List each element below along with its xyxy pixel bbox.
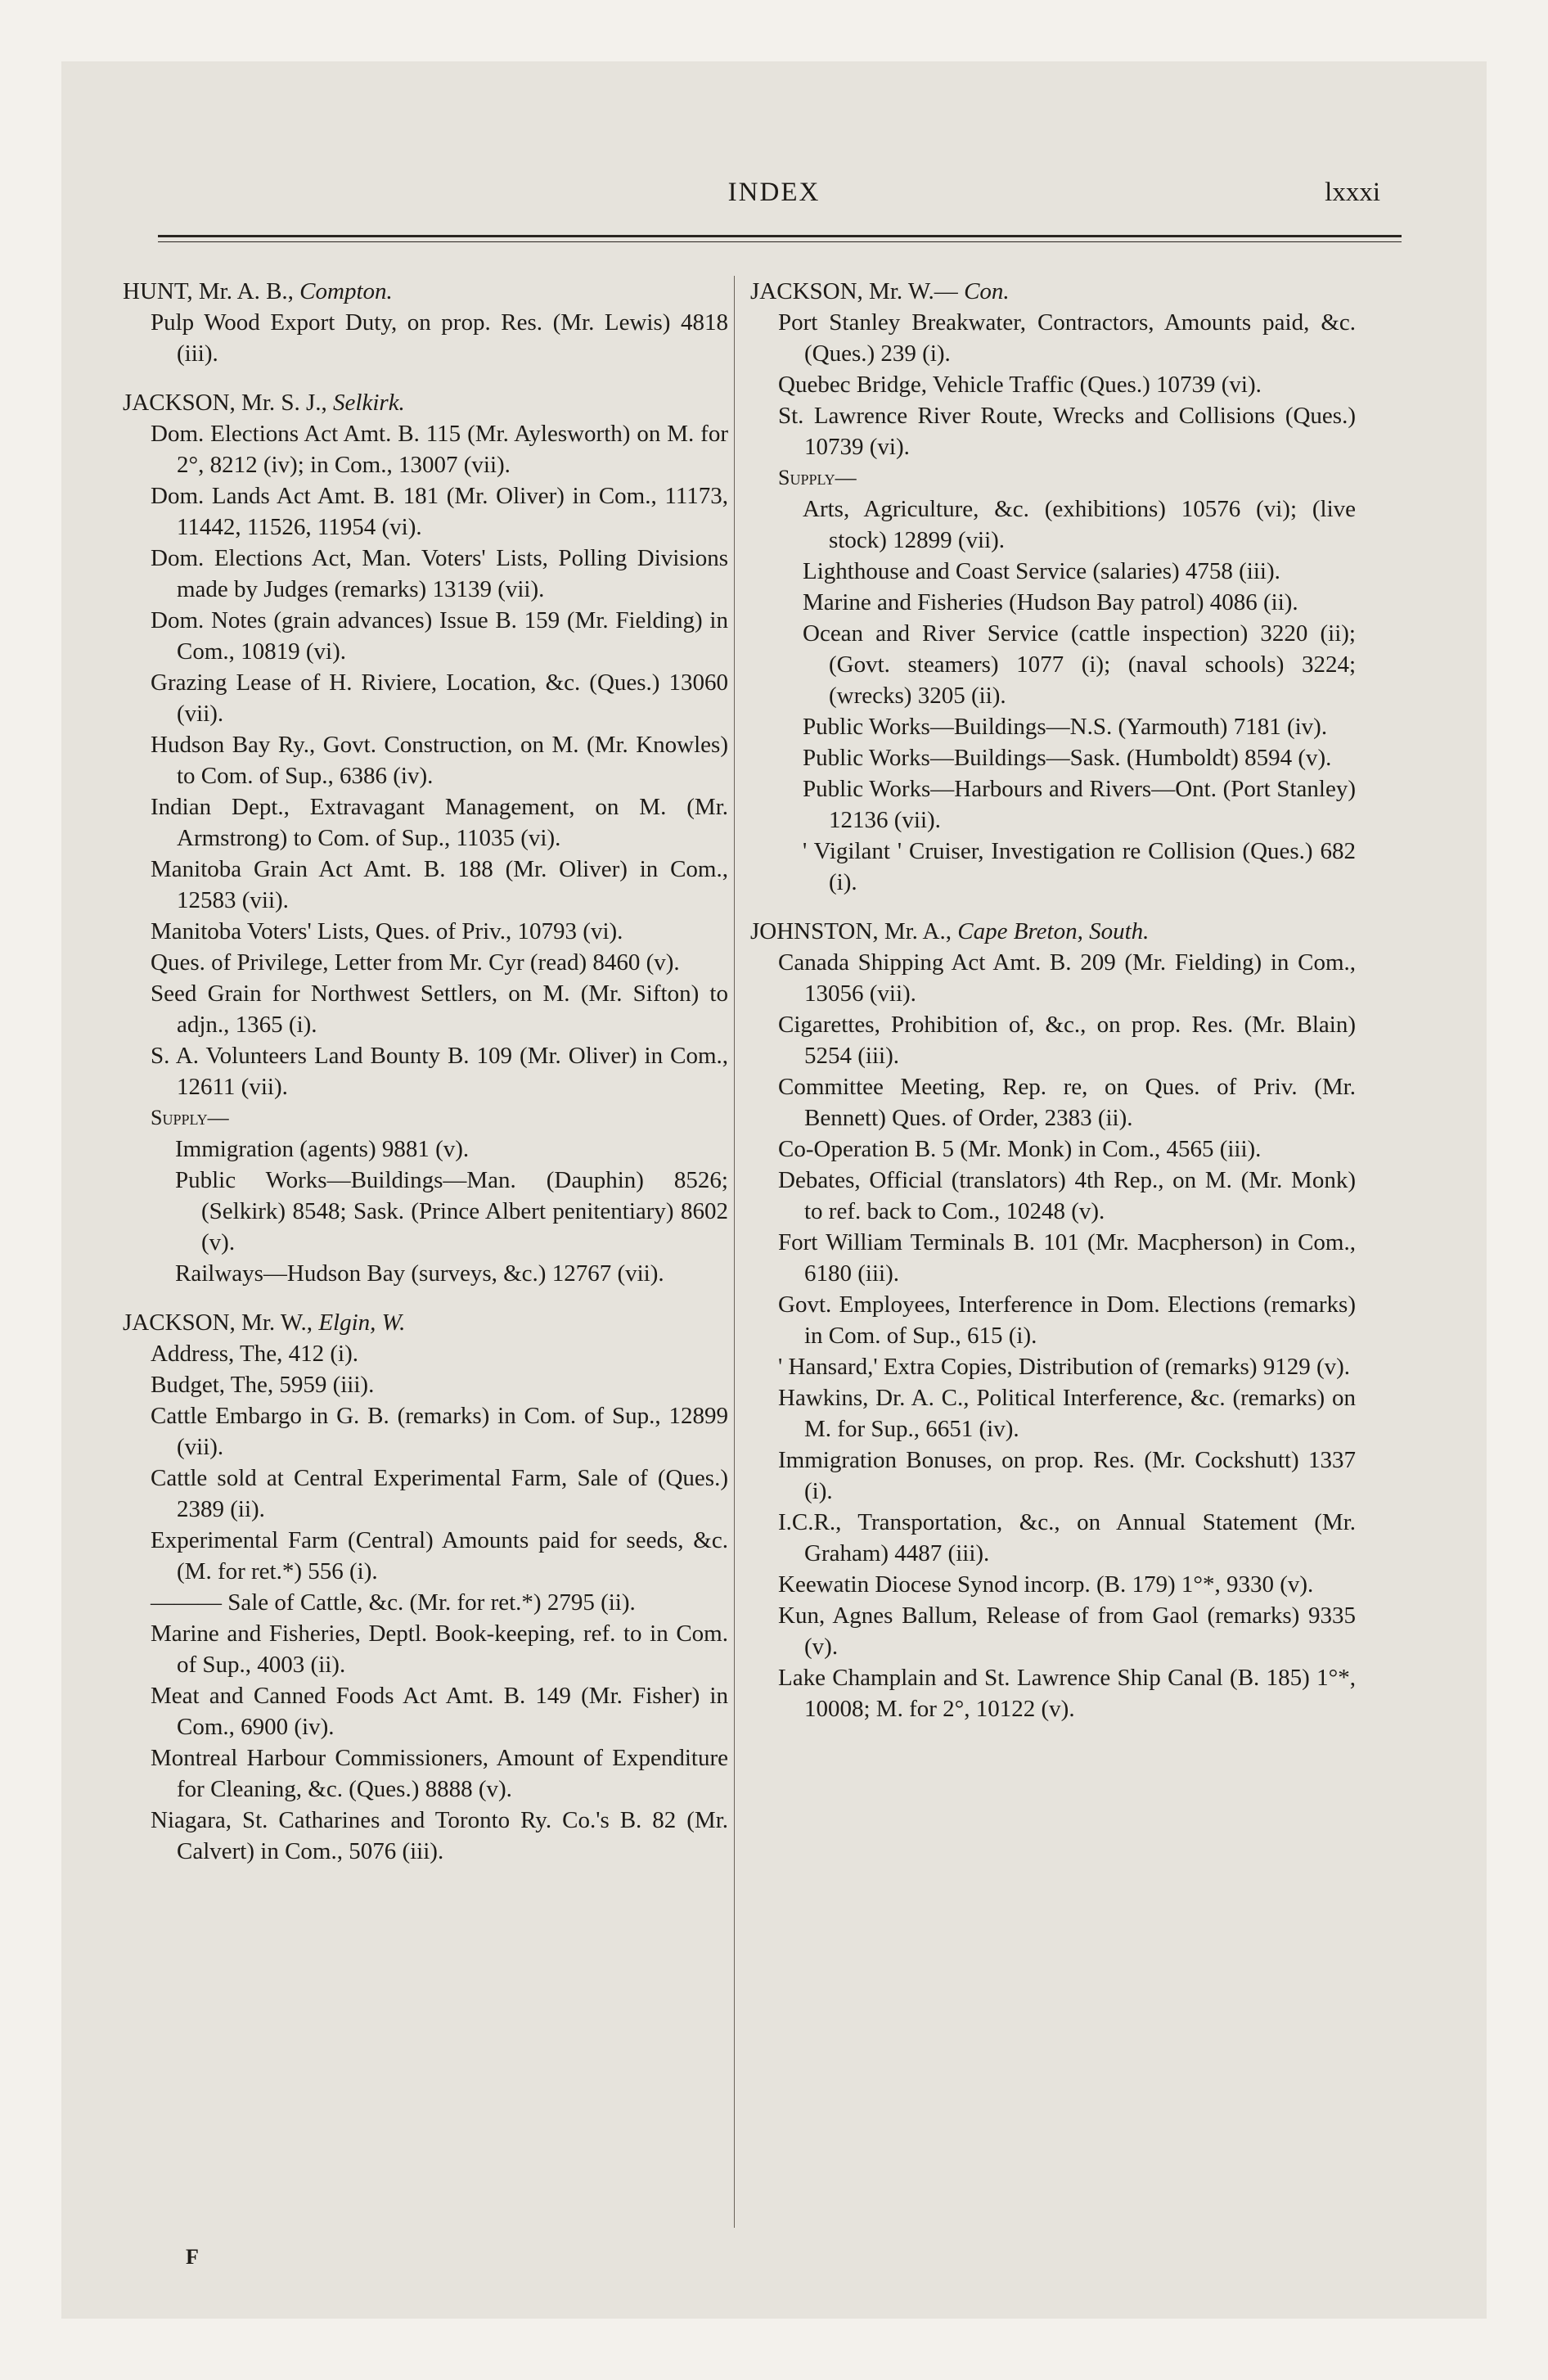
header-rule-thin bbox=[158, 241, 1402, 242]
index-subentry: Montreal Harbour Commissioners, Amount of Expenditure for Cleaning, &c. (Ques.) 8888 (v). bbox=[151, 1745, 728, 1802]
constituency: Cape Breton, South. bbox=[957, 918, 1150, 944]
index-subentry: Grazing Lease of H. Riviere, Location, &c. (Ques.) 13060 (vii). bbox=[151, 669, 728, 727]
constituency: Con. bbox=[964, 278, 1010, 304]
index-entry bbox=[750, 916, 1356, 1724]
index-subentry: Dom. Elections Act, Man. Voters' Lists, Polling Divisions made by Judges (remarks) 13139 (vii). bbox=[151, 545, 728, 602]
member-name: HUNT, Mr. A. B., bbox=[123, 278, 294, 304]
index-subentry: Cigarettes, Prohibition of, &c., on prop. Res. (Mr. Blain) 5254 (iii). bbox=[778, 1012, 1356, 1069]
page-header bbox=[61, 178, 1487, 227]
index-subentry: S. A. Volunteers Land Bounty B. 109 (Mr. Oliver) in Com., 12611 (vii). bbox=[151, 1043, 728, 1100]
index-subentry: Canada Shipping Act Amt. B. 209 (Mr. Fielding) in Com., 13056 (vii). bbox=[778, 949, 1356, 1007]
column-divider bbox=[734, 276, 735, 2228]
index-entry bbox=[123, 387, 728, 1289]
index-subentry: Hudson Bay Ry., Govt. Construction, on M. (Mr. Knowles) to Com. of Sup., 6386 (iv). bbox=[151, 732, 728, 789]
index-subentry: Dom. Notes (grain advances) Issue B. 159 (Mr. Fielding) in Com., 10819 (vi). bbox=[151, 607, 728, 665]
index-subentry: St. Lawrence River Route, Wrecks and Collisions (Ques.) 10739 (vi). bbox=[778, 403, 1356, 460]
index-subentry: Port Stanley Breakwater, Contractors, Amounts paid, &c. (Ques.) 239 (i). bbox=[778, 309, 1356, 367]
index-subentry: Seed Grain for Northwest Settlers, on M. (Mr. Sifton) to adjn., 1365 (i). bbox=[151, 980, 728, 1038]
index-subentry: Pulp Wood Export Duty, on prop. Res. (Mr. Lewis) 4818 (iii). bbox=[151, 309, 728, 367]
index-subentry: Debates, Official (translators) 4th Rep., on M. (Mr. Monk) to ref. back to Com., 10248 (v). bbox=[778, 1167, 1356, 1224]
index-subentry: Immigration Bonuses, on prop. Res. (Mr. Cockshutt) 1337 (i). bbox=[778, 1447, 1356, 1504]
index-subentry: I.C.R., Transportation, &c., on Annual Statement (Mr. Graham) 4487 (iii). bbox=[778, 1509, 1356, 1566]
index-subentry: Fort William Terminals B. 101 (Mr. Macpherson) in Com., 6180 (iii). bbox=[778, 1229, 1356, 1287]
index-subentry: Keewatin Diocese Synod incorp. (B. 179) 1°*, 9330 (v). bbox=[778, 1571, 1314, 1598]
right-column bbox=[750, 276, 1356, 1742]
supply-subentry: Lighthouse and Coast Service (salaries) 4758 (iii). bbox=[803, 558, 1280, 584]
header-rule-thick bbox=[158, 235, 1402, 237]
index-subentry: Marine and Fisheries, Deptl. Book-keeping, ref. to in Com. of Sup., 4003 (ii). bbox=[151, 1620, 728, 1678]
index-subentry: Indian Dept., Extravagant Management, on M. (Mr. Armstrong) to Com. of Sup., 11035 (vi). bbox=[151, 794, 728, 851]
index-subentry: Address, The, 412 (i). bbox=[151, 1341, 358, 1367]
index-subentry: Lake Champlain and St. Lawrence Ship Canal (B. 185) 1°*, 10008; M. for 2°, 10122 (v). bbox=[778, 1665, 1356, 1722]
index-subentry: Committee Meeting, Rep. re, on Ques. of Priv. (Mr. Bennett) Ques. of Order, 2383 (ii). bbox=[778, 1074, 1356, 1131]
index-subentry: Cattle sold at Central Experimental Farm, Sale of (Ques.) 2389 (ii). bbox=[151, 1465, 728, 1522]
supply-heading: Supply— bbox=[151, 1106, 229, 1129]
supply-subentry: Public Works—Buildings—Sask. (Humboldt) 8594 (v). bbox=[803, 745, 1332, 771]
supply-subentry: Public Works—Buildings—N.S. (Yarmouth) 7181 (iv). bbox=[803, 714, 1328, 740]
index-subentry: ' Hansard,' Extra Copies, Distribution of (remarks) 9129 (v). bbox=[778, 1354, 1351, 1380]
supply-subentry: Arts, Agriculture, &c. (exhibitions) 10576 (vi); (live stock) 12899 (vii). bbox=[803, 496, 1356, 553]
entry-heading bbox=[750, 276, 1356, 307]
constituency: Elgin, W. bbox=[318, 1309, 406, 1336]
constituency: Selkirk. bbox=[333, 390, 405, 416]
supply-subentry: Railways—Hudson Bay (surveys, &c.) 12767 (vii). bbox=[175, 1260, 664, 1287]
index-subentry: Dom. Elections Act Amt. B. 115 (Mr. Aylesworth) on M. for 2°, 8212 (iv); in Com., 13007 (vii). bbox=[151, 421, 728, 478]
index-subentry: Niagara, St. Catharines and Toronto Ry. Co.'s B. 82 (Mr. Calvert) in Com., 5076 (iii). bbox=[151, 1807, 728, 1864]
supply-subentry: Ocean and River Service (cattle inspection) 3220 (ii); (Govt. steamers) 1077 (i); (naval schools) 3224; (wrecks) 3205 (ii). bbox=[803, 620, 1356, 709]
index-subentry: Budget, The, 5959 (iii). bbox=[151, 1372, 375, 1398]
index-entry bbox=[123, 1307, 728, 1867]
index-subentry: Co-Operation B. 5 (Mr. Monk) in Com., 4565 (iii). bbox=[778, 1136, 1262, 1162]
index-subentry: Kun, Agnes Ballum, Release of from Gaol (remarks) 9335 (v). bbox=[778, 1602, 1356, 1660]
index-subentry: Experimental Farm (Central) Amounts paid for seeds, &c. (M. for ret.*) 556 (i). bbox=[151, 1527, 728, 1584]
entry-heading bbox=[123, 1307, 728, 1338]
index-subentry: Govt. Employees, Interference in Dom. Elections (remarks) in Com. of Sup., 615 (i). bbox=[778, 1291, 1356, 1349]
entry-heading bbox=[123, 387, 728, 418]
index-subentry: Quebec Bridge, Vehicle Traffic (Ques.) 10739 (vi). bbox=[778, 372, 1262, 398]
constituency: Compton. bbox=[299, 278, 393, 304]
supply-subentry: Public Works—Buildings—Man. (Dauphin) 8526; (Selkirk) 8548; Sask. (Prince Albert penitentiary) 8602 (v). bbox=[175, 1167, 728, 1255]
page-number: lxxxi bbox=[1325, 178, 1380, 207]
member-name: JOHNSTON, Mr. A., bbox=[750, 918, 952, 944]
member-name: JACKSON, Mr. W.— bbox=[750, 278, 958, 304]
index-subentry: Hawkins, Dr. A. C., Political Interference, &c. (remarks) on M. for Sup., 6651 (iv). bbox=[778, 1385, 1356, 1442]
entry-heading bbox=[750, 916, 1356, 947]
index-entry bbox=[123, 276, 728, 369]
left-column bbox=[123, 276, 728, 1885]
supply-heading: Supply— bbox=[778, 466, 857, 489]
supply-subentry: Public Works—Harbours and Rivers—Ont. (Port Stanley) 12136 (vii). bbox=[803, 776, 1356, 833]
entry-heading bbox=[123, 276, 728, 307]
index-subentry: ——— Sale of Cattle, &c. (Mr. for ret.*) 2795 (ii). bbox=[151, 1589, 636, 1616]
index-page bbox=[61, 61, 1487, 2319]
member-name: JACKSON, Mr. W., bbox=[123, 1309, 313, 1336]
index-subentry: Meat and Canned Foods Act Amt. B. 149 (Mr. Fisher) in Com., 6900 (iv). bbox=[151, 1683, 728, 1740]
index-subentry: Manitoba Voters' Lists, Ques. of Priv., 10793 (vi). bbox=[151, 918, 623, 944]
index-entry bbox=[750, 276, 1356, 898]
signature-mark: F bbox=[186, 2245, 199, 2269]
page-title: INDEX bbox=[727, 178, 821, 207]
supply-subentry: Immigration (agents) 9881 (v). bbox=[175, 1136, 470, 1162]
index-subentry: Manitoba Grain Act Amt. B. 188 (Mr. Oliver) in Com., 12583 (vii). bbox=[151, 856, 728, 913]
member-name: JACKSON, Mr. S. J., bbox=[123, 390, 327, 416]
index-subentry: Dom. Lands Act Amt. B. 181 (Mr. Oliver) in Com., 11173, 11442, 11526, 11954 (vi). bbox=[151, 483, 728, 540]
index-subentry: Cattle Embargo in G. B. (remarks) in Com. of Sup., 12899 (vii). bbox=[151, 1403, 728, 1460]
index-subentry: Ques. of Privilege, Letter from Mr. Cyr (read) 8460 (v). bbox=[151, 949, 680, 976]
supply-subentry: Marine and Fisheries (Hudson Bay patrol) 4086 (ii). bbox=[803, 589, 1298, 615]
supply-subentry: ' Vigilant ' Cruiser, Investigation re Collision (Ques.) 682 (i). bbox=[803, 838, 1356, 895]
